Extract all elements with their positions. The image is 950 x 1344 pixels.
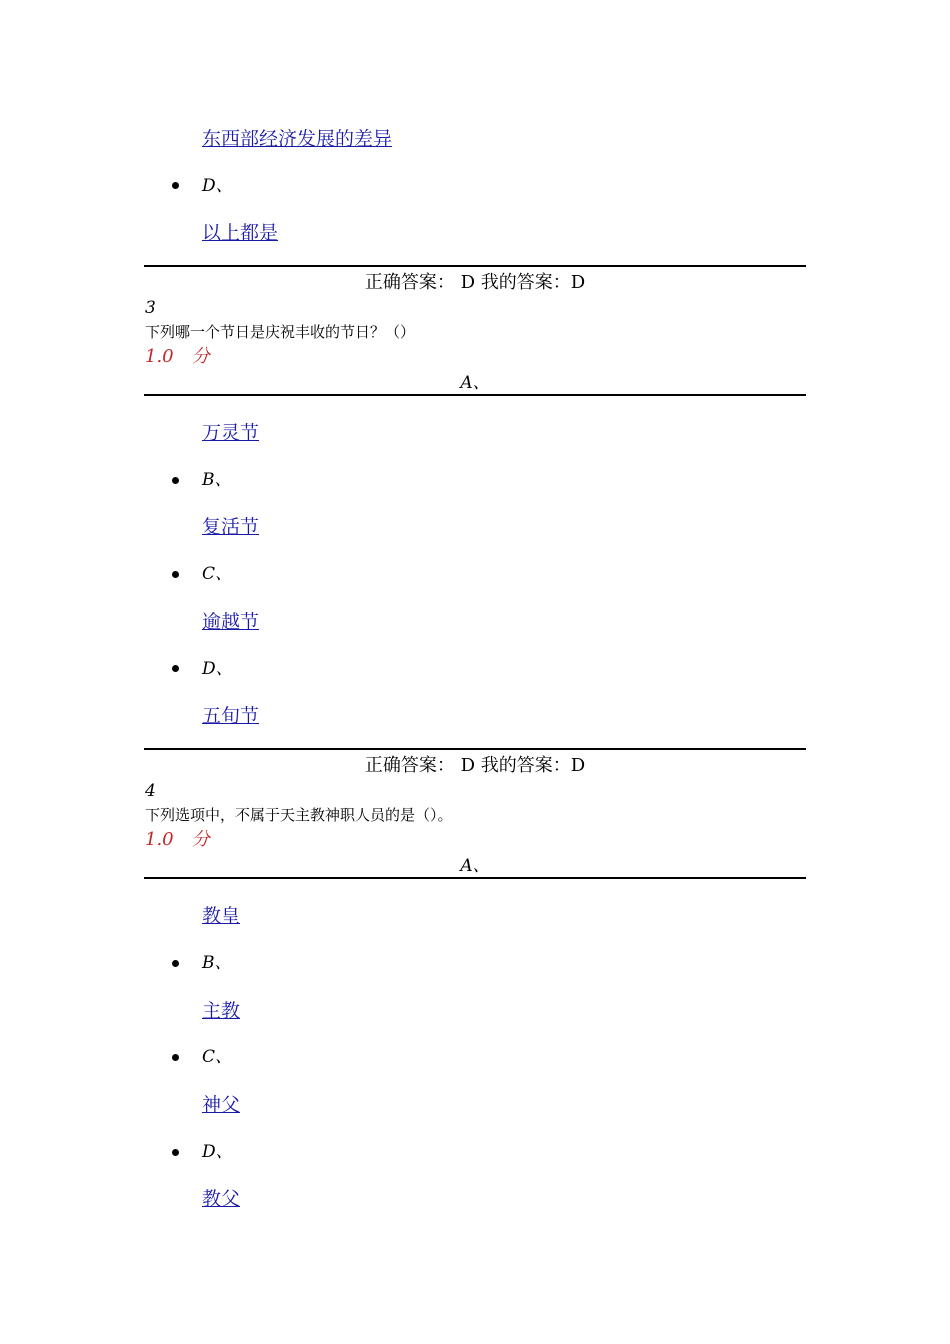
option-d-link[interactable]: 教父 <box>202 1188 241 1210</box>
bullet-icon <box>172 1149 179 1156</box>
question-text: 下列哪一个节日是庆祝丰收的节日？（） <box>145 323 416 341</box>
option-c-letter: C、 <box>202 564 233 584</box>
option-c-letter: C、 <box>202 1047 233 1067</box>
bullet-icon <box>172 571 179 578</box>
question-score: 1.0 分 <box>145 829 210 850</box>
divider <box>144 748 806 750</box>
question-number: 4 <box>145 781 156 801</box>
option-b-letter: B、 <box>202 953 232 973</box>
answer-line: 正确答案： D 我的答案：D <box>364 755 586 776</box>
option-c-link[interactable]: 神父 <box>202 1094 241 1116</box>
question-number: 3 <box>145 298 156 318</box>
option-a-link[interactable]: 万灵节 <box>202 422 260 444</box>
divider <box>144 877 806 879</box>
bullet-icon <box>172 1054 179 1061</box>
bullet-icon <box>172 477 179 484</box>
divider <box>144 265 806 267</box>
question-text: 下列选项中，不属于天主教神职人员的是（）。 <box>145 806 453 824</box>
option-c-link[interactable]: 东西部经济发展的差异 <box>202 128 393 150</box>
bullet-icon <box>172 960 179 967</box>
option-c-link[interactable]: 逾越节 <box>202 611 260 633</box>
bullet-icon <box>172 665 179 672</box>
option-d-letter: D、 <box>202 1142 233 1162</box>
option-d-link[interactable]: 以上都是 <box>202 222 279 244</box>
option-d-link[interactable]: 五旬节 <box>202 705 260 727</box>
option-b-link[interactable]: 主教 <box>202 1000 241 1022</box>
option-a-letter: A、 <box>460 373 490 393</box>
option-a-link[interactable]: 教皇 <box>202 905 241 927</box>
bullet-icon <box>172 182 179 189</box>
option-d-letter: D、 <box>202 659 233 679</box>
option-b-link[interactable]: 复活节 <box>202 516 260 538</box>
divider <box>144 394 806 396</box>
option-a-letter: A、 <box>460 856 490 876</box>
option-d-letter: D、 <box>202 176 233 196</box>
answer-line: 正确答案： D 我的答案：D <box>364 272 586 293</box>
option-b-letter: B、 <box>202 470 232 490</box>
question-score: 1.0 分 <box>145 346 210 367</box>
